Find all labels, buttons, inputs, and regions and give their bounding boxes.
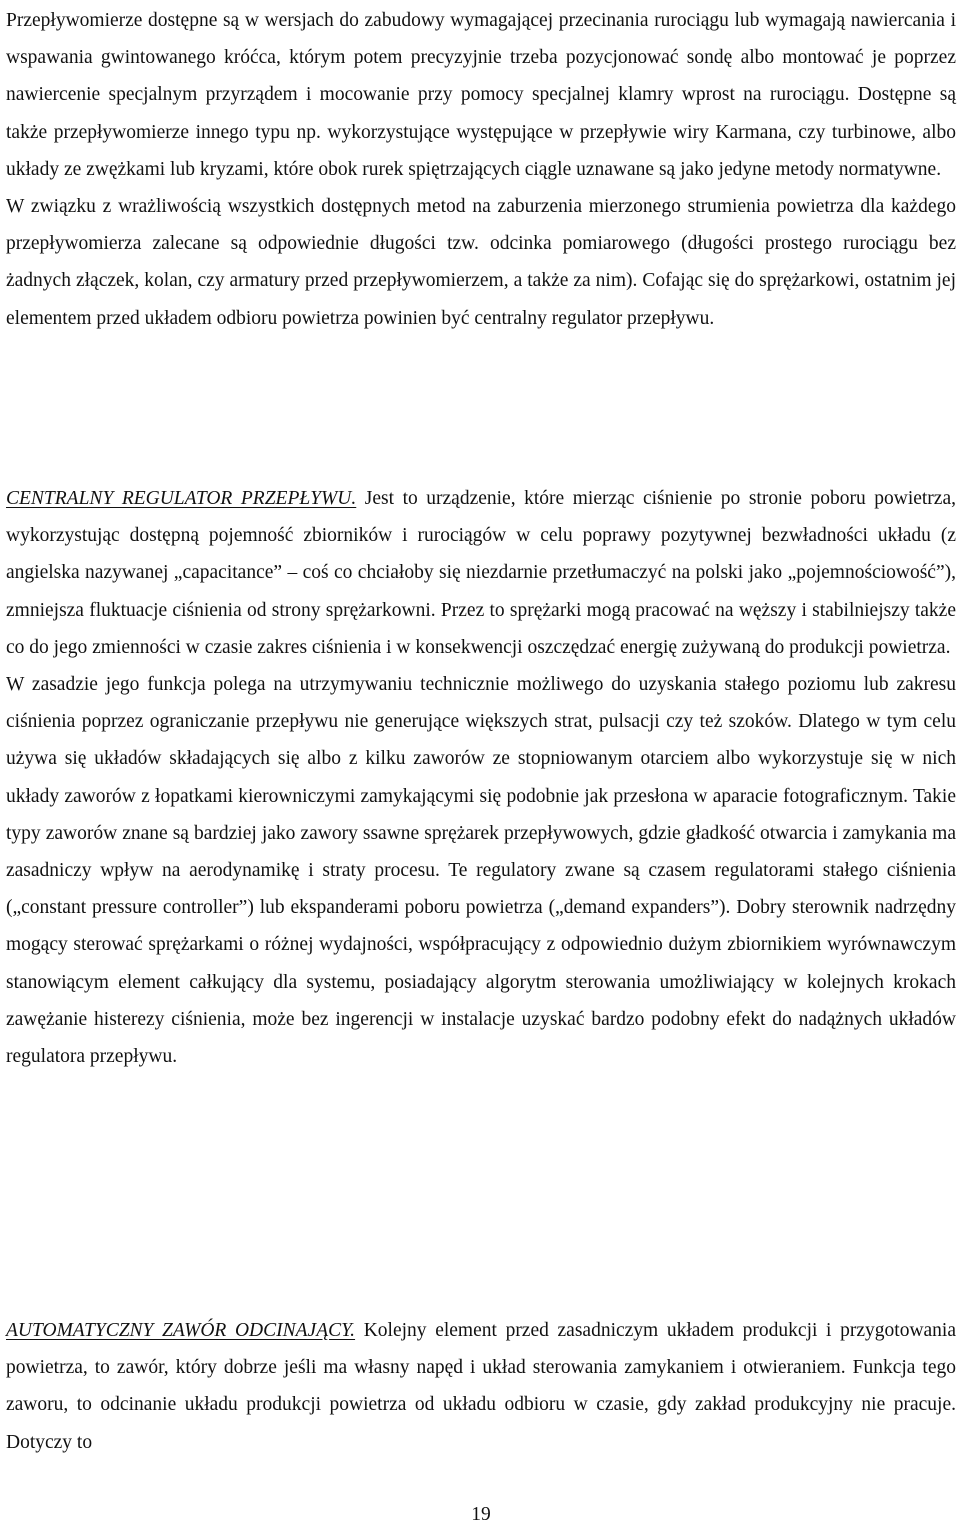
page-number: 19 bbox=[471, 1504, 491, 1525]
paragraph-regulator-function: W zasadzie jego funkcja polega na utrzymywaniu technicznie możliwego do uzyskania stałego poziomu lub zakresu ciśnienia poprzez ograniczanie przepływu nie generujące większych strat, pulsacji czy też szoków. Dlatego w tym celu używa się układów składających się albo z kilku zaworów ze stopniowanym otarciem albo wykorzystuje się w nich układy zaworów z łopatkami kierowniczymi zamykającymi się podobnie jak przesłona w aparacie fotograficznym. Takie typy zaworów znane są bardziej jako zawory ssawne sprężarek przepływowych, gdzie gładkość otwarcia i zamykania ma zasadniczy wpływ na aerodynamikę i straty procesu. Te regulatory zwane są czasem regulatorami stałego ciśnienia („constant pressure controller”) lub ekspanderami poboru powietrza („demand expanders”). Dobry sterownik nadrzędny mogący sterować sprężarkami o różnej wydajności, współpracujący z odpowiednio dużym zbiornikiem wyrównawczym stanowiącym element całkujący dla systemu, posiadający algorytm sterowania umożliwiający w kolejnych krokach zawężanie histerezy ciśnienia, może bez ingerencji w instalacje uzyskać bardzo podobny efekt do nadążnych układów regulatora przepływu. bbox=[6, 674, 956, 1068]
section-flowmeters bbox=[6, 2, 956, 337]
heading-automatic-shutoff-valve: AUTOMATYCZNY ZAWÓR ODCINAJĄCY. bbox=[6, 1320, 356, 1341]
paragraph-measuring-section: W związku z wrażliwością wszystkich dostępnych metod na zaburzenia mierzonego strumienia powietrza dla każdego przepływomierza zalecane są odpowiednie długości tzw. odcinka pomiarowego (długości prostego rurociągu bez żadnych złączek, kolan, czy armatury przed przepływomierzem, a także za nim). Cofając się do sprężarkowi, ostatnim jej elementem przed układem odbioru powietrza powinien być centralny regulator przepływu. bbox=[6, 196, 956, 329]
paragraph-valve-intro-text: Kolejny element przed zasadniczym układem produkcji i przygotowania powietrza, to zawór, który dobrze jeśli ma własny napęd i układ sterowania zamykaniem i otwieraniem. Funkcja tego zaworu, to odcinanie układu produkcji powietrza od układu odbioru w czasie, gdy zakład produkcyjny nie pracuje. Dotyczy to bbox=[6, 1320, 957, 1453]
section-central-flow-regulator bbox=[6, 480, 956, 1075]
paragraph-valve-intro bbox=[6, 1312, 956, 1461]
document-page bbox=[6, 0, 956, 1529]
section-automatic-shutoff-valve bbox=[6, 1312, 956, 1461]
paragraph-regulator-intro-text: Jest to urządzenie, które mierząc ciśnienie po stronie poboru powietrza, wykorzystując dostępną pojemność zbiorników i rurociągów w celu poprawy pozytywnej bezwładności układu (z angielska nazywanej „capacitance” – coś co chciałoby się niezdarnie przetłumaczyć na polski jako „pojemnościowość”), zmniejsza fluktuacje ciśnienia od strony sprężarkowni. Przez to sprężarki mogą pracować na węższy i stabilniejszy także co do jego zmienności w czasie zakres ciśnienia i w konsekwencji oszczędzać energię zużywaną do produkcji powietrza. bbox=[6, 488, 956, 658]
paragraph-regulator-intro bbox=[6, 480, 956, 666]
paragraph-flowmeter-types: Przepływomierze dostępne są w wersjach do zabudowy wymagającej przecinania rurociągu lub wymagają nawiercania i wspawania gwintowanego króćca, którym potem precyzyjnie trzeba pozycjonować sondę albo montować je poprzez nawiercenie specjalnym przyrządem i mocowanie przy pomocy specjalnej klamry wprost na rurociągu. Dostępne są także przepływomierze innego typu np. wykorzystujące występujące w przepływie wiry Karmana, czy turbinowe, albo układy ze zwężkami lub kryzami, które obok rurek spiętrzających ciągle uznawane są jako jedyne metody normatywne. bbox=[6, 10, 956, 180]
heading-central-flow-regulator: CENTRALNY REGULATOR PRZEPŁYWU. bbox=[6, 488, 357, 509]
